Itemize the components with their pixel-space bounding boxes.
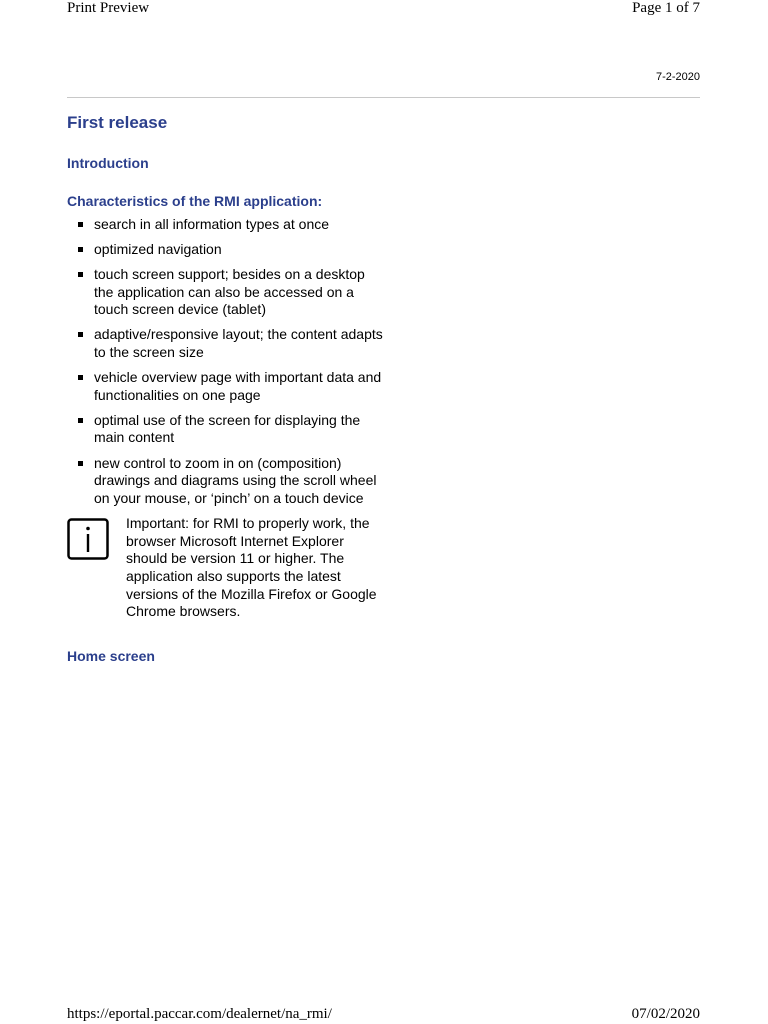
list-item-text: optimized navigation bbox=[94, 241, 222, 258]
list-item bbox=[67, 266, 387, 319]
list-item bbox=[67, 369, 387, 404]
list-item bbox=[67, 241, 387, 259]
list-item-text: touch screen support; besides on a desktop the application can also be accessed on a touch screen device (tablet) bbox=[94, 266, 365, 318]
list-item bbox=[67, 216, 387, 234]
footer-date: 07/02/2020 bbox=[631, 1006, 700, 1022]
home-screen-heading: Home screen bbox=[67, 647, 155, 664]
list-item-text: new control to zoom in on (composition) drawings and diagrams using the scroll wheel on your mouse, or ‘pinch’ on a touch device bbox=[94, 454, 377, 506]
footer-url: https://eportal.paccar.com/dealernet/na_rmi/ bbox=[67, 1006, 332, 1022]
document-date: 7-2-2020 bbox=[655, 71, 700, 83]
bullet-icon bbox=[78, 461, 83, 466]
bullet-icon bbox=[78, 332, 83, 337]
header-divider bbox=[67, 97, 700, 98]
bullet-icon bbox=[78, 247, 83, 252]
page-title: First release bbox=[67, 113, 168, 132]
list-item bbox=[67, 412, 387, 447]
info-icon bbox=[67, 518, 109, 560]
important-note bbox=[67, 515, 387, 627]
bullet-icon bbox=[78, 272, 83, 277]
list-item-text: search in all information types at once bbox=[94, 216, 330, 232]
bullet-icon bbox=[78, 418, 83, 423]
page-indicator: Page 1 of 7 bbox=[632, 0, 700, 16]
bullet-icon bbox=[78, 375, 83, 380]
list-item-text: optimal use of the screen for displaying the main content bbox=[94, 411, 361, 446]
feature-list bbox=[67, 216, 387, 507]
list-item-text: vehicle overview page with important data and functionalities on one page bbox=[94, 369, 382, 403]
list-item bbox=[67, 326, 387, 361]
list-item bbox=[67, 455, 387, 508]
bullet-icon bbox=[78, 222, 83, 227]
note-text: Important: for RMI to properly work, the browser Microsoft Internet Explorer should be version 11 or higher. The application also supports the latest versions of the Mozilla Firefox or Google Chrome browsers. bbox=[126, 514, 377, 620]
introduction-heading: Introduction bbox=[67, 155, 149, 171]
document-content bbox=[67, 112, 387, 665]
list-item-text: adaptive/responsive layout; the content adapts to the screen size bbox=[94, 326, 383, 361]
characteristics-heading: Characteristics of the RMI application: bbox=[67, 193, 323, 209]
print-header-title: Print Preview bbox=[67, 0, 150, 16]
